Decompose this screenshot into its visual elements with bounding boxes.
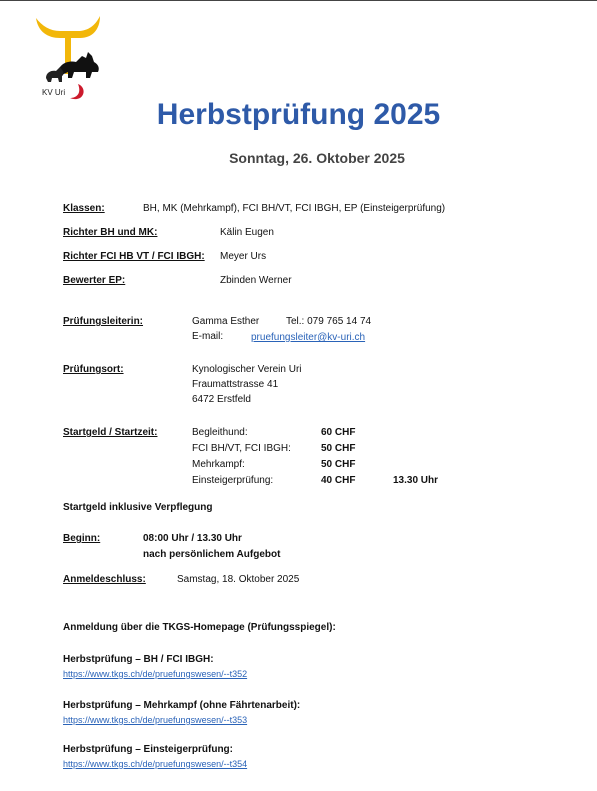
dog-icon [58, 52, 99, 78]
klassen-label: Klassen: [63, 203, 105, 214]
logo-text: KV Uri [42, 88, 66, 97]
startgeld-row-price: 60 CHF [321, 427, 356, 438]
leiterin-name: Gamma Esther [192, 316, 260, 327]
anmeldeschluss-value: Samstag, 18. Oktober 2025 [177, 574, 300, 585]
bewerter-value: Zbinden Werner [220, 275, 292, 286]
ort-line-2: Fraumattstrasse 41 [192, 379, 279, 390]
link-url[interactable]: https://www.tkgs.ch/de/pruefungswesen/--t354 [63, 759, 248, 769]
startgeld-row-time: 13.30 Uhr [393, 475, 439, 486]
klassen-value: BH, MK (Mehrkampf), FCI BH/VT, FCI IBGH, EP (Einsteigerprüfung) [143, 203, 446, 214]
page-subtitle: Sonntag, 26. Oktober 2025 [229, 150, 405, 166]
kv-uri-logo [34, 12, 106, 102]
red-arc-shape [70, 84, 84, 99]
link-url[interactable]: https://www.tkgs.ch/de/pruefungswesen/--t352 [63, 669, 248, 679]
ort-label: Prüfungsort: [63, 364, 124, 375]
richter-fci-label: Richter FCI HB VT / FCI IBGH: [63, 251, 205, 262]
startgeld-row-price: 40 CHF [321, 475, 356, 486]
startgeld-row-name: Mehrkampf: [192, 459, 245, 470]
beginn-note: nach persönlichem Aufgebot [143, 549, 281, 560]
startgeld-row-name: FCI BH/VT, FCI IBGH: [192, 443, 291, 454]
anmeldeschluss-label: Anmeldeschluss: [63, 574, 146, 585]
beginn-label: Beginn: [63, 533, 101, 544]
startgeld-row-name: Begleithund: [192, 427, 248, 438]
anmeldung-heading: Anmeldung über die TKGS-Homepage (Prüfungsspiegel): [63, 622, 336, 633]
page-top-border [0, 0, 597, 1]
link-title: Herbstprüfung – Mehrkampf (ohne Fährtenarbeit): [63, 700, 301, 711]
beginn-times: 08:00 Uhr / 13.30 Uhr [143, 533, 242, 544]
page-title: Herbstprüfung 2025 [156, 98, 441, 131]
richter-bh-value: Kälin Eugen [220, 227, 274, 238]
leiterin-tel: Tel.: 079 765 14 74 [286, 316, 372, 327]
startgeld-row-price: 50 CHF [321, 443, 356, 454]
small-dog-icon [46, 67, 64, 82]
ort-line-1: Kynologischer Verein Uri [192, 364, 302, 375]
ort-line-3: 6472 Erstfeld [192, 394, 251, 405]
richter-bh-label: Richter BH und MK: [63, 227, 158, 238]
kv-uri-logo-graphic [34, 12, 106, 102]
leiterin-email-link[interactable]: pruefungsleiter@kv-uri.ch [251, 332, 366, 343]
startgeld-label: Startgeld / Startzeit: [63, 427, 158, 438]
leiterin-email-label: E-mail: [192, 331, 224, 342]
startgeld-row-name: Einsteigerprüfung: [192, 475, 274, 486]
leiterin-label: Prüfungsleiterin: [63, 316, 144, 327]
verpflegung-note: Startgeld inklusive Verpflegung [63, 502, 213, 513]
link-title: Herbstprüfung – BH / FCI IBGH: [63, 654, 214, 665]
richter-fci-value: Meyer Urs [220, 251, 267, 262]
bewerter-label: Bewerter EP: [63, 275, 126, 286]
link-title: Herbstprüfung – Einsteigerprüfung: [63, 744, 233, 755]
link-url[interactable]: https://www.tkgs.ch/de/pruefungswesen/--t353 [63, 715, 248, 725]
startgeld-row-price: 50 CHF [321, 459, 356, 470]
